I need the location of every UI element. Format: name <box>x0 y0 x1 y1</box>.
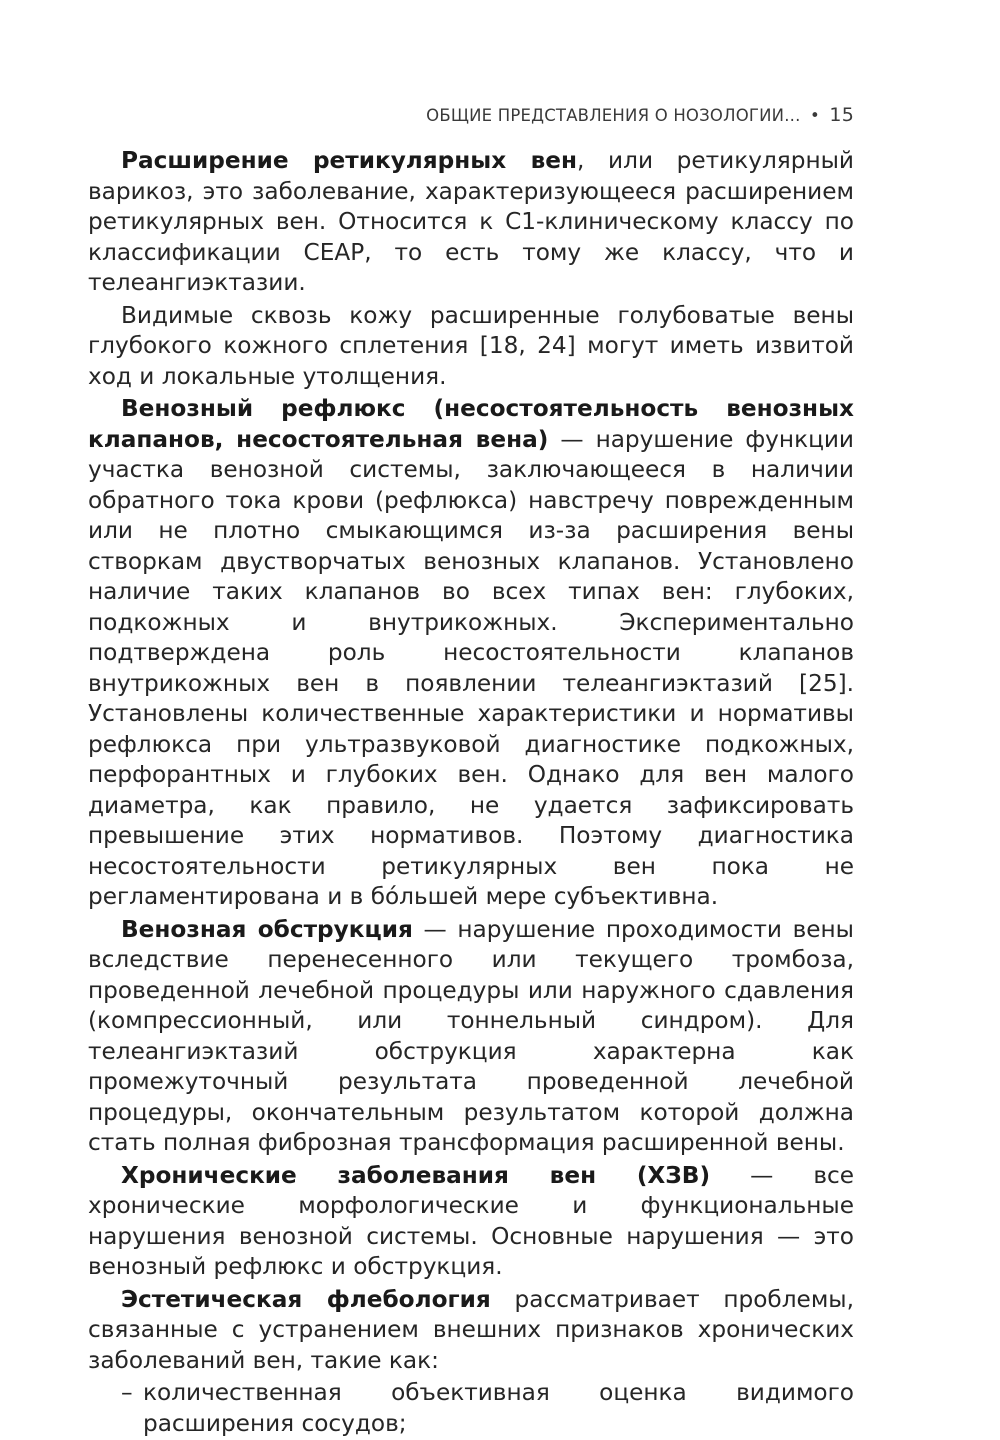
page-number: 15 <box>829 104 854 126</box>
term-bold: Эстетическая флебология <box>121 1285 491 1313</box>
paragraph-venous-obstruction <box>88 915 854 1159</box>
term-bold: Расширение ретикулярных вен <box>121 147 578 174</box>
paragraph-visible-veins <box>88 301 854 393</box>
paragraph-text: рассматривает проблемы, связанные с устранением внешних признаков хронических заболеваний вен, такие как: <box>88 1285 854 1374</box>
list-marker: – <box>121 1379 133 1406</box>
term-bold: Венозная обструкция <box>121 915 413 943</box>
header-separator: • <box>810 106 820 125</box>
paragraph-text: , или ретикулярный варикоз, это заболевание, характеризующееся расширением ретикулярных вен. Относится к С1-клиническому классу по классификации CEAP, то есть тому же классу, что и телеангиэктазии. <box>88 147 854 296</box>
list-item <box>88 1378 854 1439</box>
running-title: ОБЩИЕ ПРЕДСТАВЛЕНИЯ О НОЗОЛОГИИ... <box>426 106 801 125</box>
body-text <box>88 146 854 1439</box>
paragraph-text: — нарушение проходимости вены вследствие перенесенного или текущего тромбоза, проведенной лечебной процедуры или наружного сдавления (компрессионный, или тоннельный синдром). Для телеангиэктазий обструкция характерна как промежуточный результата проведенной лечебной процедуры, окончательным результатом которой должна стать полная фиброзная трансформация расширенной вены. <box>88 915 854 1156</box>
bullet-list <box>88 1378 854 1439</box>
paragraph-text: Видимые сквозь кожу расширенные голубоватые вены глубокого кожного сплетения [18, 24] могут иметь извитой ход и локальные утолщения. <box>88 301 854 390</box>
term-bold: Венозный рефлюкс (несостоятельность венозных клапанов, несостоятельная вена) <box>88 395 854 453</box>
paragraph-reticular-veins <box>88 146 854 299</box>
running-header <box>88 104 854 126</box>
paragraph-aesthetic-phlebology <box>88 1285 854 1377</box>
term-bold: Хронические заболевания вен (ХЗВ) <box>121 1161 711 1189</box>
paragraph-text: — нарушение функции участка венозной системы, заключающееся в наличии обратного тока крови (рефлюкса) навстречу поврежденным или не плотно смыкающимся из-за расширения вены створкам двустворчатых венозных клапанов. Установлено наличие таких клапанов во всех типах вен: глубоких, подкожных и внутрикожных. Экспериментально подтверждена роль несостоятельности клапанов внутрикожных вен в появлении телеангиэктазий [25]. Установлены количественные характеристики и нормативы рефлюкса при ультразвуковой диагностике подкожных, перфорантных и глубоких вен. Однако для вен малого диаметра, как правило, не удается зафиксировать превышение этих нормативов. Поэтому диагностика несостоятельности ретикулярных вен пока не регламентирована и в бóльшей мере субъективна. <box>88 425 854 910</box>
list-item-text: количественная объективная оценка видимого расширения сосудов; <box>143 1379 854 1437</box>
paragraph-venous-reflux <box>88 394 854 913</box>
paragraph-chronic-venous-disease <box>88 1161 854 1283</box>
paragraph-text: — все хронические морфологические и функциональные нарушения венозной системы. Основные нарушения — это венозный рефлюкс и обструкция. <box>88 1161 855 1280</box>
